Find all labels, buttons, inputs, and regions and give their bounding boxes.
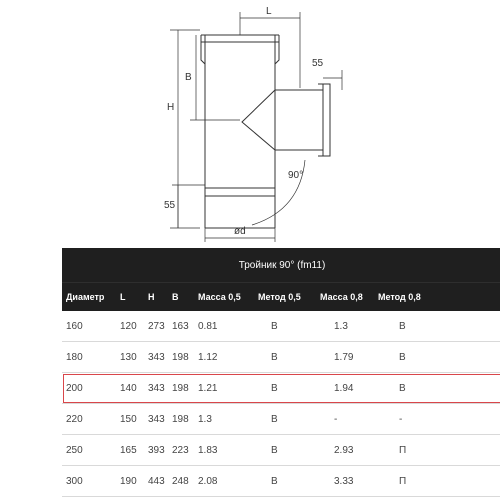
cell-l: 120 <box>120 321 137 332</box>
cell-mass-08: 2.93 <box>334 445 354 456</box>
cell-method-05: B <box>271 352 278 363</box>
header-l: L <box>120 292 126 302</box>
table-row <box>62 404 500 435</box>
cell-l: 150 <box>120 414 137 425</box>
main-pipe <box>205 35 275 228</box>
cell-b: 198 <box>172 383 189 394</box>
dim-H-label: H <box>167 102 175 113</box>
dim-L-line <box>240 12 300 88</box>
dim-55-side-line <box>323 70 342 90</box>
top-socket <box>201 35 279 64</box>
cell-mass-05: 2.08 <box>198 476 218 487</box>
cell-mass-05: 1.21 <box>198 383 218 394</box>
cell-diameter: 220 <box>66 414 83 425</box>
cell-mass-08: 1.79 <box>334 352 354 363</box>
table-body <box>62 311 500 497</box>
cell-l: 140 <box>120 383 137 394</box>
cell-method-05: B <box>271 383 278 394</box>
cell-method-05: B <box>271 414 278 425</box>
cell-mass-08: - <box>334 414 338 425</box>
cell-diameter: 160 <box>66 321 83 332</box>
dim-B-line <box>190 35 240 120</box>
header-mass-08: Масса 0,8 <box>320 292 363 302</box>
cell-mass-05: 1.3 <box>198 414 212 425</box>
cell-method-08: - <box>399 414 403 425</box>
header-b: B <box>172 292 179 302</box>
cell-method-05: B <box>271 321 278 332</box>
cell-l: 165 <box>120 445 137 456</box>
table-title: Тройник 90° (fm11) <box>62 248 500 282</box>
dim-B-label: B <box>185 72 192 83</box>
cell-l: 130 <box>120 352 137 363</box>
dim-L-label: L <box>266 6 272 17</box>
dim-55-side-label: 55 <box>312 58 324 69</box>
cell-method-05: B <box>271 445 278 456</box>
table-row <box>62 466 500 497</box>
cell-b: 198 <box>172 414 189 425</box>
cell-b: 163 <box>172 321 189 332</box>
table-row <box>62 435 500 466</box>
cell-diameter: 200 <box>66 383 83 394</box>
table-row <box>62 342 500 373</box>
dim-H-line <box>170 30 200 228</box>
cell-b: 248 <box>172 476 189 487</box>
cell-method-08: B <box>399 352 406 363</box>
dim-55-bottom-label: 55 <box>164 200 176 211</box>
cell-h: 273 <box>148 321 165 332</box>
specs-table <box>62 248 500 497</box>
tee-technical-drawing <box>0 0 500 245</box>
dim-d-label: ød <box>234 226 246 237</box>
cell-h: 343 <box>148 352 165 363</box>
cell-mass-05: 1.83 <box>198 445 218 456</box>
cell-method-08: B <box>399 383 406 394</box>
branch-pipe <box>275 84 330 156</box>
cell-method-05: B <box>271 476 278 487</box>
header-method-05: Метод 0,5 <box>258 292 301 302</box>
header-method-08: Метод 0,8 <box>378 292 421 302</box>
cell-h: 393 <box>148 445 165 456</box>
header-h: H <box>148 292 155 302</box>
cell-diameter: 300 <box>66 476 83 487</box>
cell-mass-05: 1.12 <box>198 352 218 363</box>
table-header <box>62 282 500 311</box>
cell-method-08: П <box>399 445 407 456</box>
bottom-band <box>205 188 275 196</box>
dim-angle-label: 90° <box>288 170 304 181</box>
cell-mass-08: 1.3 <box>334 321 348 332</box>
cell-b: 198 <box>172 352 189 363</box>
cell-h: 443 <box>148 476 165 487</box>
cell-diameter: 180 <box>66 352 83 363</box>
table-row <box>62 373 500 404</box>
cell-l: 190 <box>120 476 137 487</box>
cell-diameter: 250 <box>66 445 83 456</box>
branch-junction <box>242 90 275 150</box>
table-row <box>62 311 500 342</box>
cell-mass-08: 1.94 <box>334 383 354 394</box>
cell-method-08: П <box>399 476 407 487</box>
cell-mass-08: 3.33 <box>334 476 354 487</box>
cell-mass-05: 0.81 <box>198 321 218 332</box>
header-mass-05: Масса 0,5 <box>198 292 241 302</box>
dim-55-bottom-line <box>172 185 205 228</box>
cell-b: 223 <box>172 445 189 456</box>
cell-h: 343 <box>148 383 165 394</box>
cell-method-08: B <box>399 321 406 332</box>
header-diameter: Диаметр <box>66 292 105 302</box>
cell-h: 343 <box>148 414 165 425</box>
